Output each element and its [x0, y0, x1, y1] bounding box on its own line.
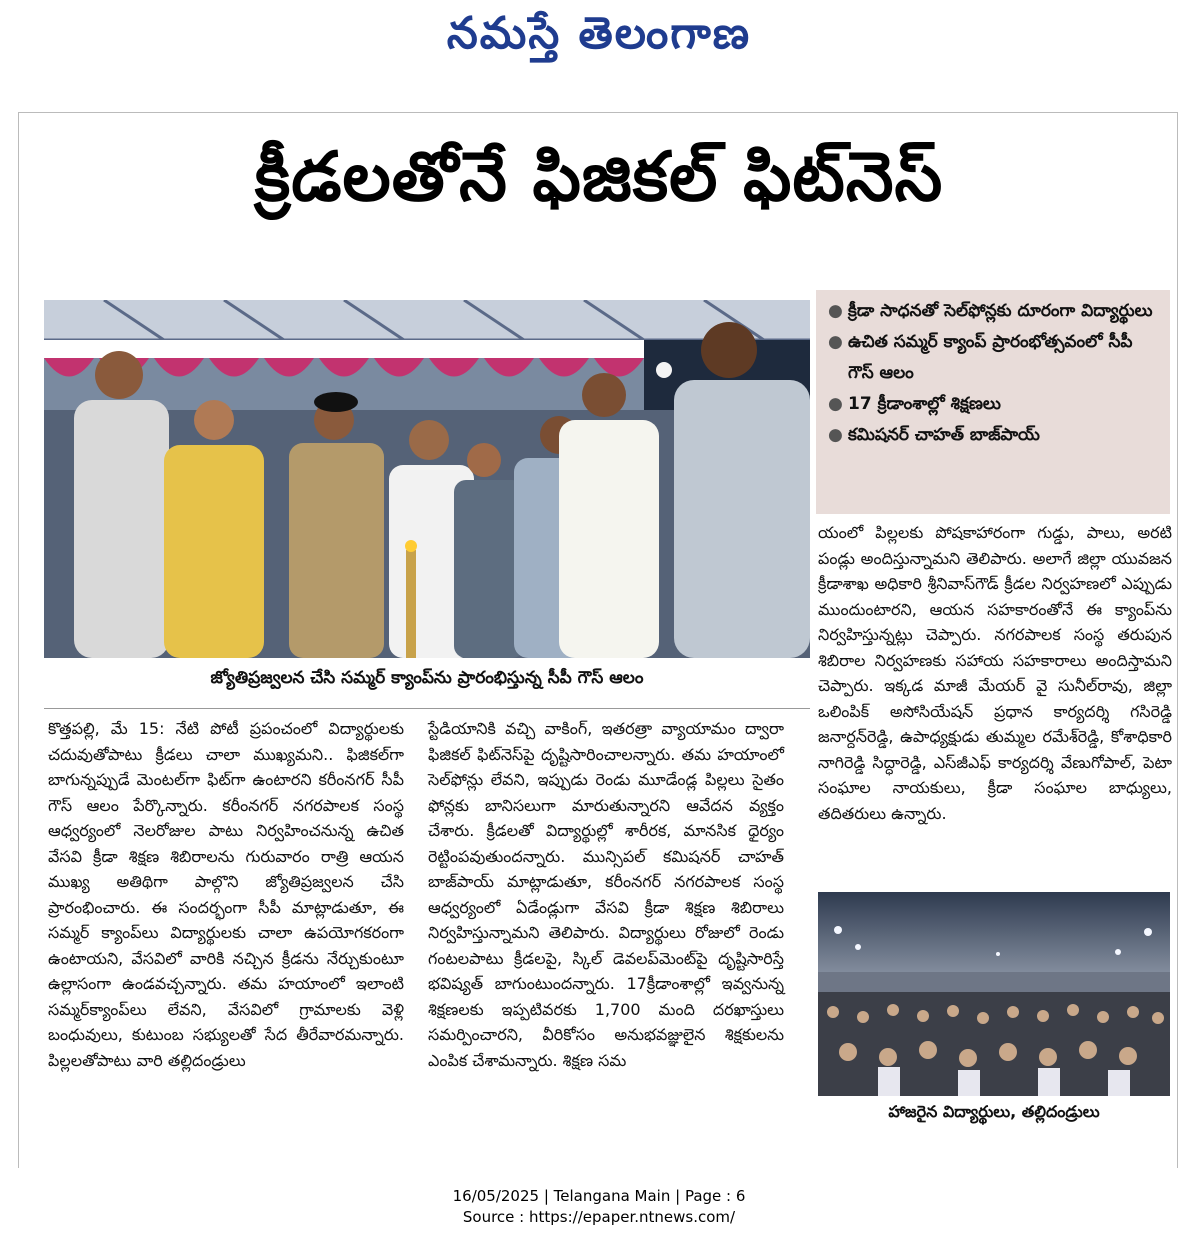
bullet-icon: ● [828, 425, 843, 445]
article-column-3 [818, 520, 1172, 826]
footer-source-line: Source : https://epaper.ntnews.com/ [462, 1208, 736, 1226]
headline: క్రీడలతోనే ఫిజికల్ ఫిట్‌నెస్ [254, 138, 944, 217]
bullet-icon: ● [828, 301, 843, 321]
highlight-item: ● ఉచిత సమ్మర్ క్యాంప్ ప్రారంభోత్సవంలో సీపీ గౌస్ ఆలం [826, 327, 1160, 389]
bullet-icon: ● [828, 394, 843, 414]
crowd-photo [818, 892, 1170, 1096]
bullet-icon: ● [828, 332, 843, 352]
article-text: కొత్తపల్లి, మే 15: నేటి పోటీ ప్రపంచంలో విద్యార్థులకు చదువుతోపాటు క్రీడలు చాలా ముఖ్యమని.. ఫిజికల్‌గా బాగున్నప్పుడే మెంటల్‌గా ఫిట్‌గా ఉంటారని కరీంనగర్ సీపీ గౌస్ ఆలం పేర్కొన్నారు. కరీంనగర్ నగరపాలక సంస్థ ఆధ్వర్యంలో నెలరోజుల పాటు నిర్వహించనున్న ఉచిత వేసవి క్రీడా శిక్షణ శిబిరాలను గురువారం రాత్రి ఆయన ముఖ్య అతిథిగా పాల్గొని జ్యోతిప్రజ్వలన చేసి ప్రారంభించారు. ఈ సందర్భంగా సీపీ మాట్లాడుతూ, ఈ సమ్మర్ క్యాంప్‌లు విద్యార్థులకు చాలా ఉపయోగకరంగా ఉంటాయని, వేసవిలో వారికి నచ్చిన క్రీడను నేర్చుకుంటూ ఉల్లాసంగా ఉండవచ్చన్నారు. తమ హయాంలో ఇలాంటి సమ్మర్‌క్యాంప్‌లు లేవని, వేసవిలో గ్రామాలకు వెళ్లి బంధువులు, కుటుంబ సభ్యులతో సేద తీరేవారమన్నారు. పిల్లలతోపాటు వారి తల్లిదండ్రులు [48, 719, 404, 1070]
ceremony-photo [44, 300, 810, 658]
highlight-item: ● క్రీడా సాధనతో సెల్‌ఫోన్లకు దూరంగా విద్యార్థులు [826, 296, 1160, 327]
masthead-logo: నమస్తే తెలంగాణ [446, 8, 752, 59]
photo-caption-2: హాజరైన విద్యార్థులు, తల్లిదండ్రులు [888, 1102, 1100, 1121]
highlight-item: ● 17 క్రీడాంశాల్లో శిక్షణలు [826, 389, 1160, 420]
article-text: యంలో పిల్లలకు పోషకాహారంగా గుడ్డు, పాలు, అరటి పండ్లు అందిస్తున్నామని తెలిపారు. అలాగే జిల్లా యువజన క్రీడాశాఖ అధికారి శ్రీనివాస్‌గౌడ్ క్రీడల నిర్వహణలో ఎప్పుడు ముందుంటారని, ఆయన సహకారంతోనే ఈ క్యాంప్‌ను నిర్వహిస్తున్నట్లు చెప్పారు. నగరపాలక సంస్థ తరుపున శిబిరాల నిర్వహణకు సహాయ సహకారాలు అందిస్తామని చెప్పారు. ఇక్కడ మాజీ మేయర్ వై సునీల్‌రావు, జిల్లా ఒలింపిక్ అసోసియేషన్ ప్రధాన కార్యదర్శి గసిరెడ్డి జనార్దన్‌రెడ్డి, ఉపాధ్యక్షుడు తుమ్మల రమేశ్‌రెడ్డి, కోశాధికారి నాగిరెడ్డి సిద్ధారెడ్డి, ఎస్‌జీఎఫ్ కార్యదర్శి వేణుగోపాల్, పెటా సంఘాల నాయకులు, క్రీడా సంఘాల బాధ్యులు, తదితరులు ఉన్నారు. [818, 523, 1172, 823]
footer [0, 1186, 1198, 1228]
highlight-item: ● కమిషనర్ చాహత్ బాజ్‌పాయ్ [826, 420, 1160, 451]
highlights-box [816, 290, 1170, 514]
article-text: స్టేడియానికి వచ్చి వాకింగ్, ఇతరత్రా వ్యాయామం ద్వారా ఫిజికల్ ఫిట్‌నెస్‌పై దృష్టిసారించాలన్నారు. తమ హయాంలో సెల్‌ఫోన్లు లేవని, ఇప్పుడు రెండు మూడేండ్ల పిల్లలు సైతం ఫోన్లకు బానిసలుగా మారుతున్నారని ఆవేదన వ్యక్తం చేశారు. క్రీడలతో విద్యార్థుల్లో శారీరక, మానసిక ధైర్యం రెట్టింపవుతుందన్నారు. మున్సిపల్ కమిషనర్ చాహత్ బాజ్‌పాయ్ మాట్లాడుతూ, కరీంనగర్ నగరపాలక సంస్థ ఆధ్వర్యంలో ఏడేండ్లుగా వేసవి క్రీడా శిక్షణ శిబిరాలు నిర్వహిస్తున్నామని తెలిపారు. విద్యార్థులు రోజులో రెండు గంటలపాటు క్రీడలపై, స్కిల్ డెవలప్‌మెంట్‌పై దృష్టిసారిస్తే భవిష్యత్ బాగుంటుందన్నారు. 17క్రీడాంశాల్లో ఇవ్వనున్న శిక్షణలకు ఇప్పటివరకు 1,700 మంది దరఖాస్తులు సమర్పించారని, వీరికోసం అనుభవజ్ఞులైన శిక్షకులను ఎంపిక చేశామన్నారు. శిక్షణ సమ [428, 719, 785, 1070]
photo-caption: జ్యోతిప్రజ్వలన చేసి సమ్మర్ క్యాంప్‌ను ప్రారంభిస్తున్న సీపీ గౌస్ ఆలం [210, 668, 644, 688]
footer-date-line: 16/05/2025 | Telangana Main | Page : 6 [452, 1187, 746, 1205]
caption-divider [44, 708, 810, 709]
article-column-2 [428, 716, 784, 1073]
article-column-1 [48, 716, 404, 1073]
